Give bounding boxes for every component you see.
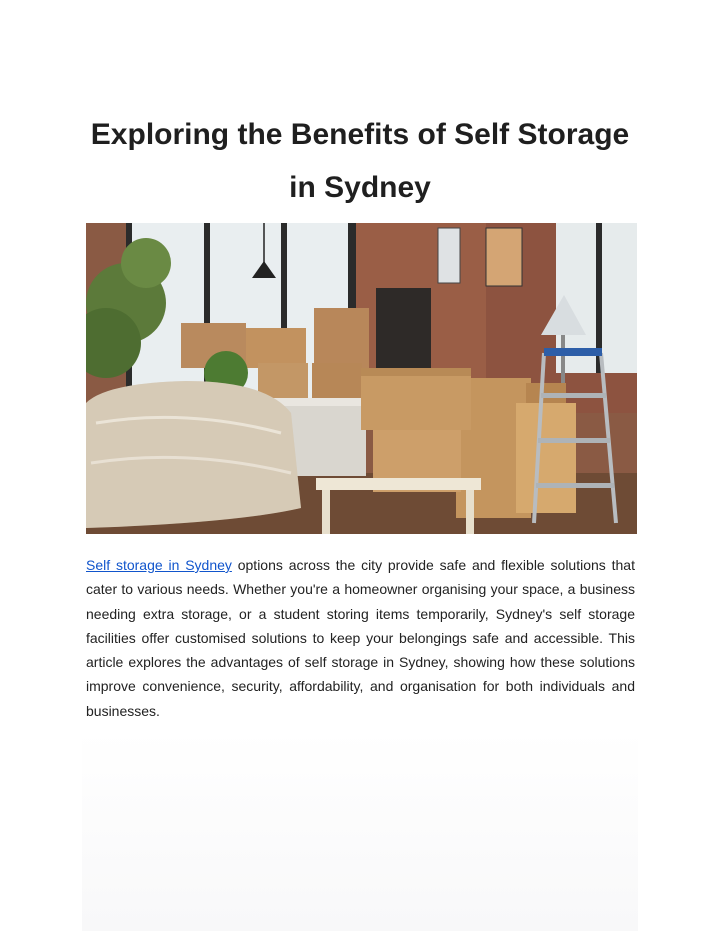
article-paragraph [86, 553, 635, 723]
article-image [86, 223, 637, 534]
page-shadow [82, 730, 638, 931]
article-title [70, 108, 650, 214]
self-storage-link[interactable]: Self storage in Sydney [86, 557, 232, 573]
title-line-1: Exploring the Benefits of Self Storage [90, 118, 630, 151]
title-line-2: in Sydney [289, 171, 431, 204]
paragraph-text: options across the city provide safe and flexible solutions that cater to various needs. Whether you're a homeowner organising your space, a business needing extra storage, or a student storing items temporarily, Sydney's self storage facilities offer customised solutions to keep your belongings safe and accessible. This article explores the advantages of self storage in Sydney, showing how these solutions improve convenience, security, affordability, and organisation for both individuals and businesses. [86, 557, 635, 719]
